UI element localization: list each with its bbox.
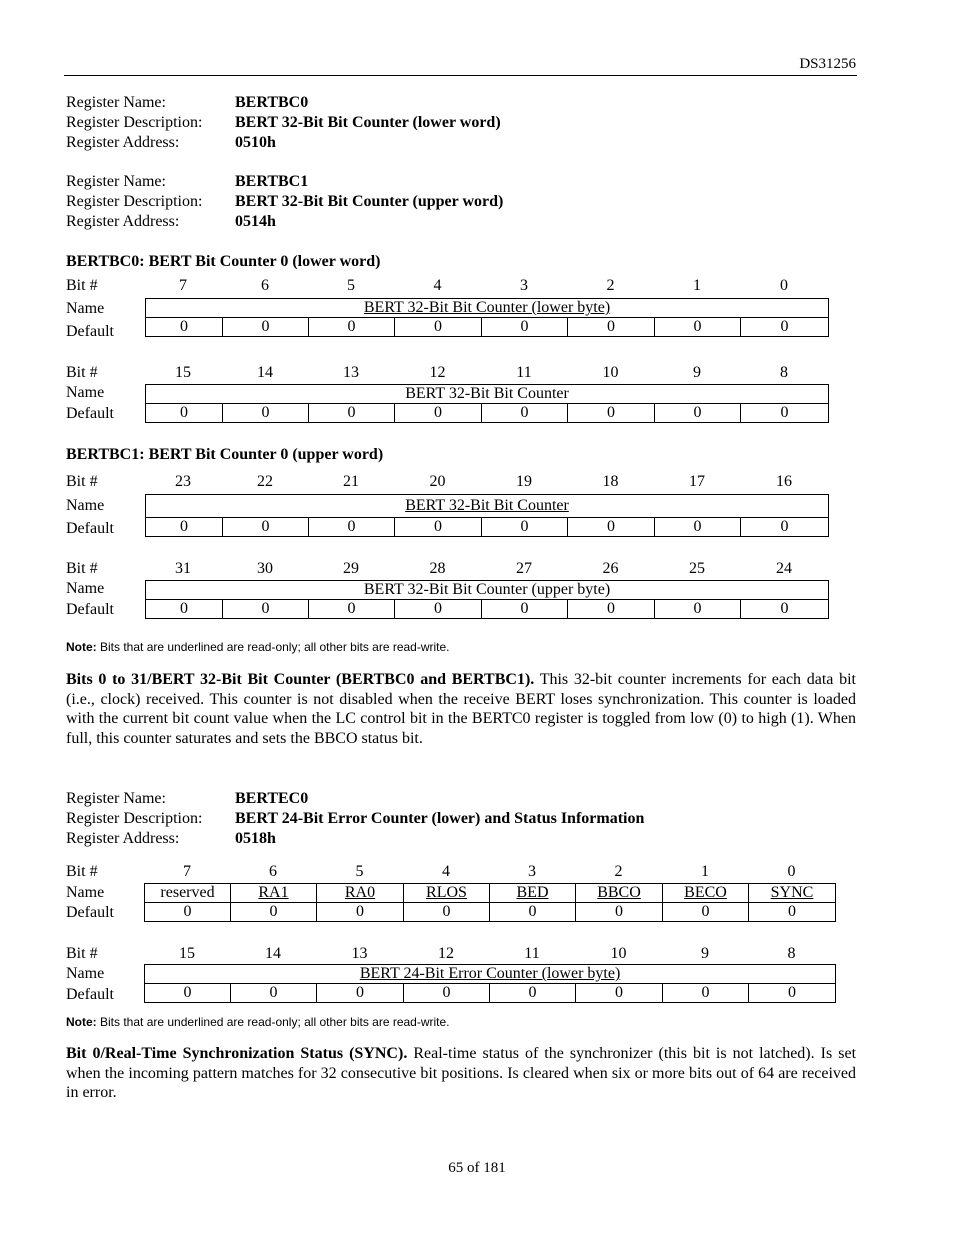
bit-number: 7: [183, 863, 191, 880]
default-value-cell: 0: [404, 903, 490, 922]
register-address-label: Register Address:: [66, 830, 180, 847]
page-number: 65 of 181: [448, 1160, 506, 1176]
field-rlos: RLOS: [404, 884, 490, 903]
bit-number: 23: [175, 473, 191, 490]
default-value-cell: 0: [655, 518, 741, 537]
default-row-label: Default: [66, 904, 114, 921]
register-table-bertec0-low: [144, 883, 836, 922]
default-value-cell: 0: [309, 600, 395, 619]
default-value-cell: 0: [395, 518, 482, 537]
bit-number: 9: [693, 364, 701, 381]
field-name-cell: BERT 24-Bit Error Counter (lower byte): [145, 965, 836, 984]
default-value-cell: 0: [568, 518, 655, 537]
default-value-cell: 0: [741, 518, 829, 537]
bit-number: 4: [433, 277, 442, 294]
bit-number: 29: [343, 560, 359, 577]
bit-number: 27: [516, 560, 532, 577]
register-info-bertec0: [66, 789, 644, 849]
default-value-cell: 0: [317, 903, 404, 922]
default-value-cell: 0: [145, 903, 231, 922]
bit-number: 11: [516, 364, 532, 381]
default-row-label: Default: [66, 986, 114, 1003]
bit-number: 21: [343, 473, 359, 490]
default-row-label: Default: [66, 405, 114, 422]
bit-number: 14: [257, 364, 273, 381]
default-value-cell: 0: [231, 903, 317, 922]
default-value-cell: 0: [655, 404, 741, 423]
bit-number: 8: [780, 364, 788, 381]
default-row-label: Default: [66, 323, 114, 340]
bit-row-label: Bit #: [66, 945, 98, 962]
field-name-cell: BERT 32-Bit Bit Counter: [146, 495, 829, 518]
default-value-cell: 0: [576, 903, 663, 922]
register-description-label: Register Description:: [66, 114, 203, 131]
register-table-bertbc1-low: [145, 494, 829, 537]
default-value-cell: 0: [309, 318, 395, 337]
bit-number: 8: [787, 945, 796, 962]
default-value-cell: 0: [404, 984, 490, 1003]
register-description: BERT 24-Bit Error Counter (lower) and Status Information: [235, 810, 645, 827]
bit-number: 9: [701, 945, 709, 962]
name-row-label: Name: [66, 884, 105, 901]
field-ra1: RA1: [231, 884, 317, 903]
default-value-cell: 0: [741, 318, 829, 337]
default-value-cell: 0: [223, 404, 309, 423]
register-name-label: Register Name:: [66, 94, 166, 111]
register-name: BERTBC0: [235, 94, 309, 111]
register-description: BERT 32-Bit Bit Counter (upper word): [235, 193, 504, 210]
default-value-cell: 0: [568, 600, 655, 619]
bit-row-label: Bit #: [66, 560, 98, 577]
bit-row-label: Bit #: [66, 863, 98, 880]
register-info-bertbc0: [66, 93, 501, 153]
default-value-cell: 0: [482, 318, 568, 337]
bit-row-label: Bit #: [66, 364, 98, 381]
bit-number: 6: [269, 863, 277, 880]
name-row-label: Name: [66, 384, 105, 401]
field-sync: SYNC: [749, 884, 836, 903]
register-name-label: Register Name:: [66, 173, 166, 190]
default-value-cell: 0: [309, 404, 395, 423]
default-value-cell: 0: [482, 404, 568, 423]
field-bbco: BBCO: [576, 884, 663, 903]
default-value-cell: 0: [395, 318, 482, 337]
default-value-cell: 0: [482, 518, 568, 537]
default-value-cell: 0: [749, 984, 836, 1003]
bit-number: 6: [261, 277, 269, 294]
note-lead: Note:: [66, 1015, 97, 1029]
name-row-label: Name: [66, 497, 105, 514]
bit-counter-description: [66, 670, 856, 748]
bit-row-label: Bit #: [66, 473, 98, 490]
bit-number: 12: [429, 364, 446, 381]
bit-number: 17: [689, 473, 705, 490]
bit-number: 19: [516, 473, 532, 490]
register-description-label: Register Description:: [66, 193, 203, 210]
default-row-label: Default: [66, 520, 114, 537]
note-lead: Note:: [66, 640, 97, 654]
default-value-cell: 0: [395, 600, 482, 619]
document-id: DS31256: [799, 56, 856, 72]
default-value-cell: 0: [309, 518, 395, 537]
note-text: Bits that are underlined are read-only; all other bits are read-write.: [96, 640, 450, 654]
register-table-bertec0-high: [144, 964, 836, 1003]
bit-number: 24: [776, 560, 792, 577]
field-name-cell: BERT 32-Bit Bit Counter (upper byte): [146, 581, 829, 600]
bit-number: 30: [257, 560, 273, 577]
bit-number: 10: [610, 945, 627, 962]
default-value-cell: 0: [490, 903, 576, 922]
note-text: Bits that are underlined are read-only; all other bits are read-write.: [96, 1015, 450, 1029]
default-value-cell: 0: [146, 404, 223, 423]
field-reserved: reserved: [145, 884, 231, 903]
register-description: BERT 32-Bit Bit Counter (lower word): [235, 114, 501, 131]
default-value-cell: 0: [482, 600, 568, 619]
bit-number: 13: [343, 364, 359, 381]
name-row-label: Name: [66, 965, 105, 982]
field-name-cell: BERT 32-Bit Bit Counter (lower byte): [146, 299, 829, 318]
bit-number: 18: [602, 473, 619, 490]
bit-number: 5: [347, 277, 355, 294]
default-value-cell: 0: [568, 404, 655, 423]
register-name: BERTBC1: [235, 173, 309, 190]
paragraph-lead: Bit 0/Real-Time Synchronization Status (SYNC).: [66, 1045, 408, 1062]
default-value-cell: 0: [741, 600, 829, 619]
bit-number: 14: [265, 945, 281, 962]
bit-number: 15: [179, 945, 195, 962]
default-value-cell: 0: [223, 318, 309, 337]
default-value-cell: 0: [655, 600, 741, 619]
bit-number: 1: [693, 277, 701, 294]
register-table-bertbc0-high: [145, 384, 829, 423]
default-value-cell: 0: [749, 903, 836, 922]
bit-number: 13: [351, 945, 368, 962]
read-only-note: [66, 640, 450, 654]
name-row-label: Name: [66, 300, 105, 317]
default-value-cell: 0: [146, 318, 223, 337]
paragraph-text: Real-time status of the synchronizer (this bit is not latched). Is set when the incoming pattern matches for 32 consecutive bit positions. Is cleared when six or more bits out of 64 are received in error.: [66, 1045, 857, 1101]
default-value-cell: 0: [317, 984, 404, 1003]
register-name: BERTEC0: [235, 790, 309, 807]
default-value-cell: 0: [663, 984, 749, 1003]
bit-number: 4: [442, 863, 450, 880]
default-value-cell: 0: [231, 984, 317, 1003]
bit-number: 5: [355, 863, 364, 880]
bit-number: 28: [429, 560, 446, 577]
default-value-cell: 0: [568, 318, 655, 337]
name-row-label: Name: [66, 580, 105, 597]
default-value-cell: 0: [576, 984, 663, 1003]
bit-number: 1: [701, 863, 709, 880]
section-title-bertbc0: BERTBC0: BERT Bit Counter 0 (lower word): [66, 253, 381, 270]
default-value-cell: 0: [663, 903, 749, 922]
bit-number: 7: [179, 277, 187, 294]
field-beco: BECO: [663, 884, 749, 903]
bit-number: 3: [528, 863, 536, 880]
field-bed: BED: [490, 884, 576, 903]
bit-number: 2: [614, 863, 623, 880]
section-title-bertbc1: BERTBC1: BERT Bit Counter 0 (upper word): [66, 446, 384, 463]
sync-bit-description: [66, 1044, 856, 1103]
bit-number: 26: [602, 560, 619, 577]
header-rule: [64, 75, 857, 76]
default-value-cell: 0: [741, 404, 829, 423]
default-value-cell: 0: [655, 318, 741, 337]
bit-number: 11: [524, 945, 540, 962]
bit-number: 31: [175, 560, 191, 577]
register-address: 0514h: [235, 213, 276, 230]
default-value-cell: 0: [490, 984, 576, 1003]
bit-number: 2: [606, 277, 615, 294]
default-row-label: Default: [66, 601, 114, 618]
register-address-label: Register Address:: [66, 213, 180, 230]
bit-number: 15: [175, 364, 191, 381]
bit-number: 25: [689, 560, 705, 577]
default-value-cell: 0: [146, 600, 223, 619]
register-address-label: Register Address:: [66, 134, 180, 151]
paragraph-lead: Bits 0 to 31/BERT 32-Bit Bit Counter (BERTBC0 and BERTBC1).: [66, 671, 535, 688]
register-name-label: Register Name:: [66, 790, 166, 807]
field-name-cell: BERT 32-Bit Bit Counter: [146, 385, 829, 404]
bit-number: 10: [602, 364, 619, 381]
default-value-cell: 0: [223, 600, 309, 619]
bit-number: 12: [438, 945, 454, 962]
bit-number: 16: [776, 473, 792, 490]
paragraph-text: This 32-bit counter increments for each data bit (i.e., clock) received. This counter is not disabled when the receive BERT loses synchronization. This counter is loaded with the current bit count value when the LC control bit in the BERTC0 register is toggled from low (0) to high (1). When full, this counter saturates and sets the BBCO status bit.: [66, 671, 856, 747]
bit-number: 3: [520, 277, 528, 294]
bit-number: 0: [780, 277, 788, 294]
register-description-label: Register Description:: [66, 810, 203, 827]
register-table-bertbc1-high: [145, 580, 829, 619]
default-value-cell: 0: [223, 518, 309, 537]
bit-number: 0: [787, 863, 796, 880]
register-address: 0518h: [235, 830, 276, 847]
default-value-cell: 0: [146, 518, 223, 537]
default-value-cell: 0: [145, 984, 231, 1003]
default-value-cell: 0: [395, 404, 482, 423]
register-info-bertbc1: [66, 172, 503, 232]
register-address: 0510h: [235, 134, 276, 151]
bit-row-label: Bit #: [66, 277, 98, 294]
read-only-note: [66, 1015, 450, 1029]
bit-number: 20: [429, 473, 446, 490]
bit-number: 22: [257, 473, 273, 490]
register-table-bertbc0-low: [145, 298, 829, 337]
field-ra0: RA0: [317, 884, 404, 903]
